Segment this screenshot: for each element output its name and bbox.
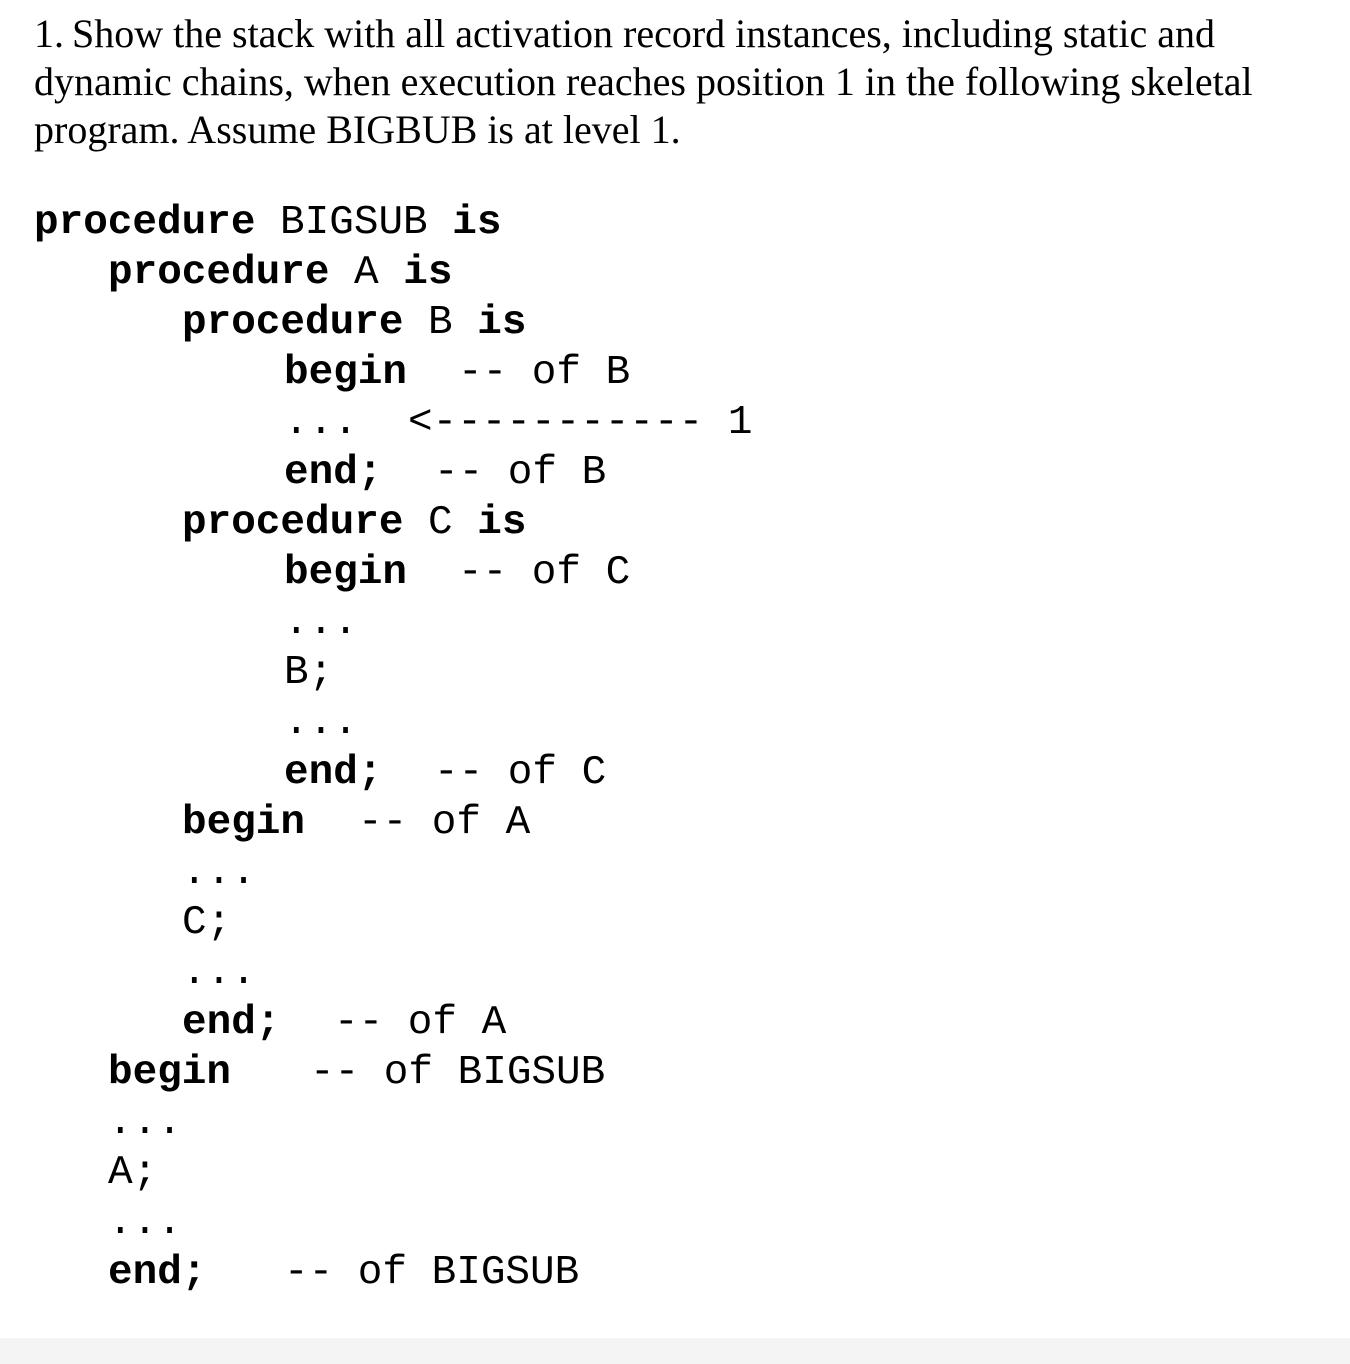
- code-statement: [284, 650, 333, 696]
- code-comment: -- of C: [434, 750, 607, 796]
- code-keyword: procedure: [182, 300, 404, 346]
- code-comment: -- of B: [458, 350, 631, 396]
- code-comment: -- of C: [458, 550, 631, 596]
- code-keyword: end;: [284, 750, 383, 796]
- code-line: [182, 500, 1350, 546]
- code-comment: -- of A: [334, 1000, 507, 1046]
- code-statement: [34, 200, 502, 246]
- code-statement: [182, 1000, 280, 1046]
- code-keyword: procedure: [34, 200, 256, 246]
- code-text: A: [329, 250, 404, 296]
- code-statement: [108, 1100, 182, 1146]
- code-text: BIGSUB: [255, 200, 453, 246]
- code-line: [182, 1000, 1350, 1046]
- code-line: [284, 400, 1350, 446]
- code-keyword: is: [403, 250, 453, 296]
- code-statement: [284, 750, 382, 796]
- code-statement: [284, 700, 358, 746]
- code-statement: [108, 1200, 182, 1246]
- code-line: [108, 1150, 1350, 1196]
- code-statement: [108, 1050, 231, 1096]
- code-text: ...: [108, 1100, 182, 1146]
- code-keyword: end;: [284, 450, 383, 496]
- code-line: [284, 450, 1350, 496]
- code-keyword: is: [477, 300, 527, 346]
- code-comment: -- of B: [434, 450, 607, 496]
- position-marker: <----------- 1: [408, 400, 753, 446]
- code-comment: -- of BIGSUB: [310, 1050, 606, 1096]
- code-line: [182, 850, 1350, 896]
- code-line: [108, 250, 1350, 296]
- code-keyword: begin: [108, 1050, 232, 1096]
- code-keyword: procedure: [108, 250, 330, 296]
- code-keyword: is: [452, 200, 502, 246]
- code-comment: -- of A: [358, 800, 531, 846]
- code-line: [34, 200, 1350, 246]
- question-body: Show the stack with all activation record instances, including static and dynamic chains, when execution reaches position 1 in the following skeletal program. Assume BIGBUB is at level 1.: [34, 11, 1253, 152]
- code-text: B;: [284, 650, 334, 696]
- code-keyword: procedure: [182, 500, 404, 546]
- bottom-strip: [0, 1338, 1350, 1364]
- code-statement: [284, 550, 407, 596]
- code-statement: [182, 500, 526, 546]
- code-line: [182, 800, 1350, 846]
- code-text: B: [403, 300, 478, 346]
- code-text: C;: [182, 900, 232, 946]
- question-number: 1.: [34, 11, 64, 56]
- code-statement: [182, 800, 305, 846]
- code-text: ...: [182, 950, 256, 996]
- code-line: [284, 750, 1350, 796]
- code-text: ...: [108, 1200, 182, 1246]
- code-statement: [284, 600, 358, 646]
- code-line: [284, 600, 1350, 646]
- code-statement: [284, 350, 407, 396]
- code-line: [108, 1250, 1350, 1296]
- code-keyword: begin: [284, 550, 408, 596]
- code-line: [182, 900, 1350, 946]
- code-statement: [108, 1150, 157, 1196]
- code-text: ...: [182, 850, 256, 896]
- code-line: [284, 350, 1350, 396]
- code-statement: [182, 850, 256, 896]
- code-statement: [284, 450, 382, 496]
- code-text: ...: [284, 400, 358, 446]
- code-statement: [182, 900, 231, 946]
- code-keyword: begin: [284, 350, 408, 396]
- code-keyword: end;: [182, 1000, 281, 1046]
- code-statement: [108, 250, 452, 296]
- code-keyword: begin: [182, 800, 306, 846]
- code-line: [108, 1100, 1350, 1146]
- code-statement: [108, 1250, 206, 1296]
- code-text: ...: [284, 600, 358, 646]
- code-line: [182, 300, 1350, 346]
- code-statement: [284, 400, 358, 446]
- code-line: [182, 950, 1350, 996]
- code-comment: -- of BIGSUB: [284, 1250, 580, 1296]
- code-line: [108, 1200, 1350, 1246]
- code-line: [108, 1050, 1350, 1096]
- code-text: C: [403, 500, 478, 546]
- code-statement: [182, 950, 256, 996]
- code-text: ...: [284, 700, 358, 746]
- code-line: [284, 650, 1350, 696]
- code-statement: [182, 300, 526, 346]
- code-keyword: is: [477, 500, 527, 546]
- code-line: [284, 700, 1350, 746]
- code-text: A;: [108, 1150, 158, 1196]
- code-keyword: end;: [108, 1250, 207, 1296]
- code-line: [284, 550, 1350, 596]
